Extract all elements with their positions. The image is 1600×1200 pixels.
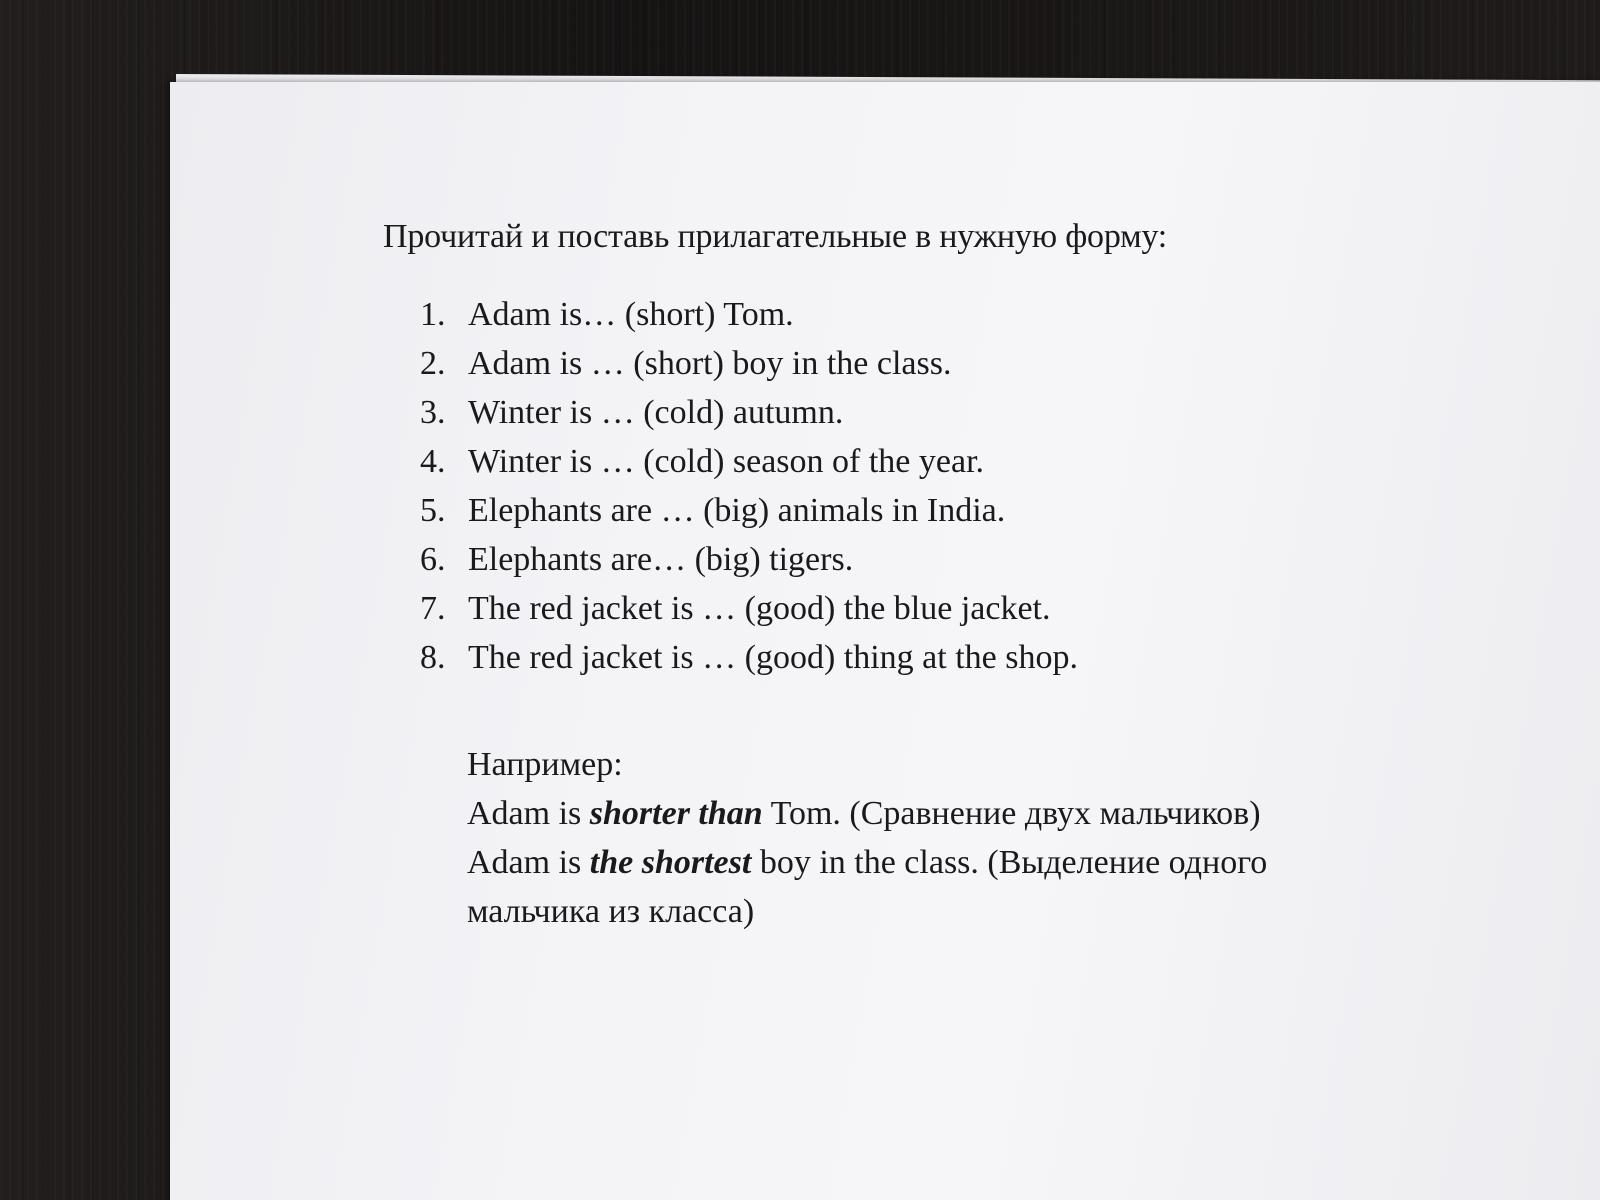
example-emphasis: shorter than	[589, 795, 763, 832]
example-block	[467, 740, 1367, 936]
example-text: Adam is	[467, 795, 590, 832]
task-text: Winter is … (cold) autumn.	[468, 394, 844, 431]
task-item	[420, 290, 1078, 339]
task-text: The red jacket is … (good) thing at the shop.	[468, 639, 1078, 676]
task-text: Adam is… (short) Tom.	[468, 296, 794, 333]
task-list	[420, 290, 1078, 682]
instruction-heading: Прочитай и поставь прилагательные в нужную форму:	[383, 218, 1168, 255]
task-number: 8.	[420, 639, 446, 676]
example-superlative	[467, 838, 1367, 936]
task-item	[420, 437, 1078, 486]
task-item	[420, 535, 1078, 584]
example-emphasis: the shortest	[589, 844, 752, 881]
task-item	[420, 339, 1078, 388]
task-text: Elephants are … (big) animals in India.	[468, 492, 1006, 529]
task-text: Winter is … (cold) season of the year.	[468, 443, 985, 480]
task-item	[420, 486, 1078, 535]
example-text: boy in the class. (Выделение одного мальчика из класса)	[467, 844, 1268, 930]
task-text: The red jacket is … (good) the blue jacket.	[468, 590, 1051, 627]
example-heading: Например:	[467, 746, 623, 783]
task-item	[420, 633, 1078, 682]
task-number: 7.	[420, 590, 446, 627]
task-item	[420, 584, 1078, 633]
example-text: Tom. (Сравнение двух мальчиков)	[762, 795, 1261, 832]
task-number: 6.	[420, 541, 446, 578]
task-number: 2.	[420, 345, 446, 382]
example-text: Adam is	[467, 844, 590, 881]
task-number: 3.	[420, 394, 446, 431]
task-text: Elephants are… (big) tigers.	[468, 541, 854, 578]
task-item	[420, 388, 1078, 437]
task-number: 4.	[420, 443, 446, 480]
task-number: 1.	[420, 296, 446, 333]
task-text: Adam is … (short) boy in the class.	[468, 345, 952, 382]
task-number: 5.	[420, 492, 446, 529]
example-comparative	[467, 789, 1367, 838]
